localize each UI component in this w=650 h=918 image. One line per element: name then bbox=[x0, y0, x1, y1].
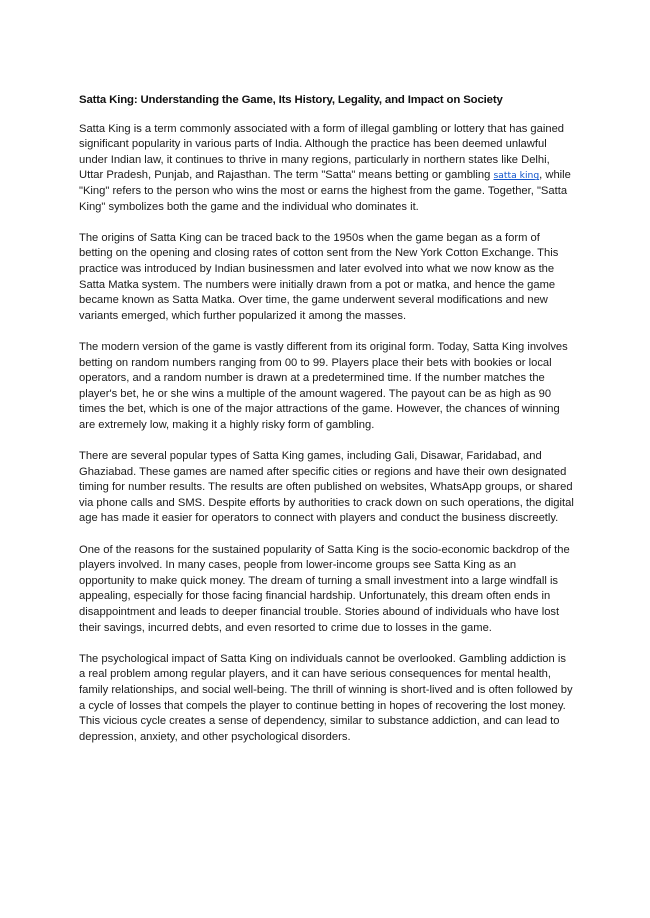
paragraph-5: One of the reasons for the sustained popularity of Satta King is the socio-economic backdrop of the players involved. In many cases, people from lower-income groups see Satta King as an opportunity to make quick money. The dream of turning a small investment into a large windfall is appealing, especially for those facing financial hardship. Unfortunately, this dream often ends in disappointment and leads to deeper financial trouble. Stories abound of individuals who have lost their savings, incurred debts, and even resorted to crime due to losses in the game. bbox=[79, 543, 570, 634]
paragraph-1-text-after-link: , while "King" refers to the person who wins the most or earns the highest from the game. Together, "Satta King" symbolizes both the game and the individual who dominates it. bbox=[79, 169, 571, 213]
paragraph-6: The psychological impact of Satta King on individuals cannot be overlooked. Gambling addiction is a real problem among regular players, and it can have serious consequences for mental health, family relationships, and social well-being. The thrill of winning is short-lived and is often followed by a cycle of losses that compels the player to continue betting in hopes of recovering the lost money. This vicious cycle creates a sense of dependency, similar to substance addiction, and can lead to depression, anxiety, and other psychological disorders. bbox=[79, 652, 573, 743]
paragraph-2: The origins of Satta King can be traced back to the 1950s when the game began as a form of betting on the opening and closing rates of cotton sent from the New York Cotton Exchange. This practice was introduced by Indian businessmen and later evolved into what we now know as the Satta Matka system. The numbers were initially drawn from a pot or matka, and hence the game became known as Satta Matka. Over time, the game underwent several modifications and new variants emerged, which further popularized it among the masses. bbox=[79, 231, 559, 322]
paragraph-1-text-before-link: Satta King is a term commonly associated with a form of illegal gambling or lottery that has gained significant popularity in various parts of India. Although the practice has been deemed unlawful under Indian law, it continues to thrive in many regions, particularly in northern states like Delhi, Uttar Pradesh, Punjab, and Rajasthan. The term "Satta" means betting or gambling bbox=[79, 122, 565, 182]
paragraph-4: There are several popular types of Satta King games, including Gali, Disawar, Faridabad, and Ghaziabad. These games are named after specific cities or regions and have their own designated timing for number results. The results are often published on websites, WhatsApp groups, or shared via phone calls and SMS. Despite efforts by authorities to crack down on such operations, the digital age has made it easier for operators to connect with players and conduct the business discreetly. bbox=[79, 450, 574, 525]
satta-king-link[interactable]: satta king bbox=[493, 170, 540, 182]
paragraph-3: The modern version of the game is vastly different from its original form. Today, Satta King involves betting on random numbers ranging from 00 to 99. Players place their bets with bookies or local operators, and a random number is drawn at a predetermined time. If the number matches the player's bet, he or she wins a multiple of the amount wagered. The payout can be as high as 90 times the bet, which is one of the major attractions of the game. However, the chances of winning are extremely low, making it a highly risky form of gambling. bbox=[79, 340, 568, 431]
document-title: Satta King: Understanding the Game, Its History, Legality, and Impact on Society bbox=[79, 94, 503, 106]
paragraph-1 bbox=[79, 122, 574, 216]
document-body bbox=[79, 93, 574, 761]
